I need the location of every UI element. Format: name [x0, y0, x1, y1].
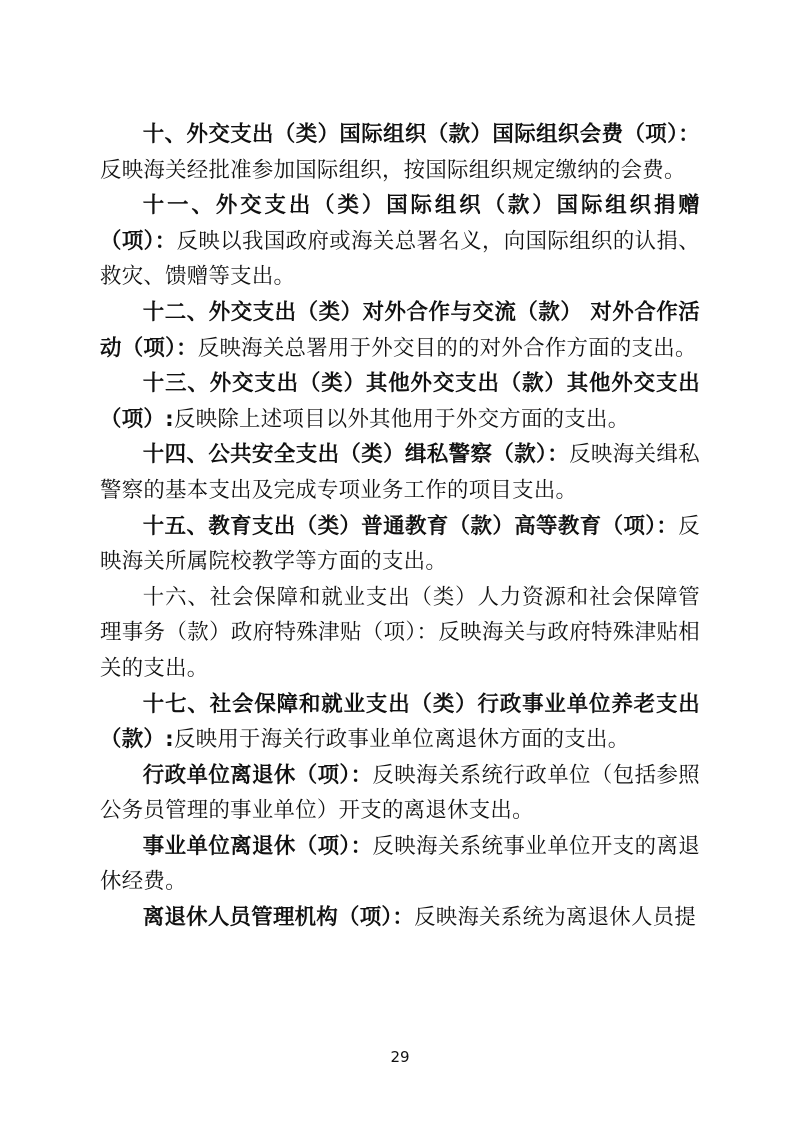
- paragraph-heading: 行政单位离退休（项）：: [142, 762, 373, 788]
- paragraph-text: 反映海关所属院校教学等方面的支出。: [100, 513, 700, 575]
- paragraph-17: [100, 687, 700, 758]
- paragraph-14: [100, 437, 700, 508]
- paragraph-heading: 十二、外交支出（类）对外合作与交流（款） 对外合作活动（项）：: [100, 299, 700, 361]
- paragraph-text: 反映海关经批准参加国际组织，按国际组织规定缴纳的会费。: [100, 157, 686, 183]
- paragraph-heading: 十五、教育支出（类）普通教育（款）高等教育（项）：: [142, 513, 679, 539]
- paragraph-text: 反映海关缉私警察的基本支出及完成专项业务工作的项目支出。: [100, 442, 700, 503]
- paragraph-heading: 十七、社会保障和就业支出（类）行政事业单位养老支出（款）:: [100, 691, 700, 753]
- paragraph-text: 十六、社会保障和就业支出（类）人力资源和社会保障管理事务（款）政府特殊津贴（项）：反映海关与政府特殊津贴相关的支出。: [100, 584, 700, 681]
- paragraph-text: 反映海关总署用于外交目的的对外合作方面的支出。: [197, 335, 697, 361]
- paragraph-retirement-agency: [100, 900, 700, 936]
- paragraph-heading: 十一、外交支出（类）国际组织（款）国际组织捐赠（项）：: [100, 193, 700, 254]
- document-body: [100, 117, 700, 936]
- paragraph-heading: 事业单位离退休（项）：: [142, 833, 373, 859]
- paragraph-heading: 离退休人员管理机构（项）：: [142, 905, 415, 931]
- paragraph-text: 反映海关系统事业单位开支的离退休经费。: [100, 833, 700, 895]
- paragraph-13: [100, 366, 700, 437]
- paragraph-16: [100, 580, 700, 687]
- paragraph-10: [100, 117, 700, 188]
- paragraph-heading: 十、外交支出（类）国际组织（款）国际组织会费（项）：: [142, 122, 700, 147]
- paragraph-text: 反映用于海关行政事业单位离退休方面的支出。: [173, 727, 630, 753]
- paragraph-institution-retirement: [100, 829, 700, 900]
- paragraph-heading: 十四、公共安全支出（类）缉私警察（款）：: [142, 442, 570, 468]
- paragraph-text: 反映海关系统行政单位（包括参照公务员管理的事业单位）开支的离退休支出。: [100, 762, 700, 824]
- paragraph-heading: 十三、外交支出（类）其他外交支出（款）其他外交支出（项）:: [100, 371, 700, 432]
- page-number: 29: [390, 1048, 410, 1066]
- paragraph-11: [100, 188, 700, 295]
- paragraph-admin-retirement: [100, 758, 700, 829]
- paragraph-text: 反映以我国政府或海关总署名义，向国际组织的认捐、救灾、馈赠等支出。: [100, 228, 700, 290]
- paragraph-15: [100, 509, 700, 580]
- paragraph-12: [100, 295, 700, 366]
- paragraph-text: 反映海关系统为离退休人员提: [414, 905, 697, 931]
- paragraph-text: 反映除上述项目以外其他用于外交方面的支出。: [173, 406, 630, 432]
